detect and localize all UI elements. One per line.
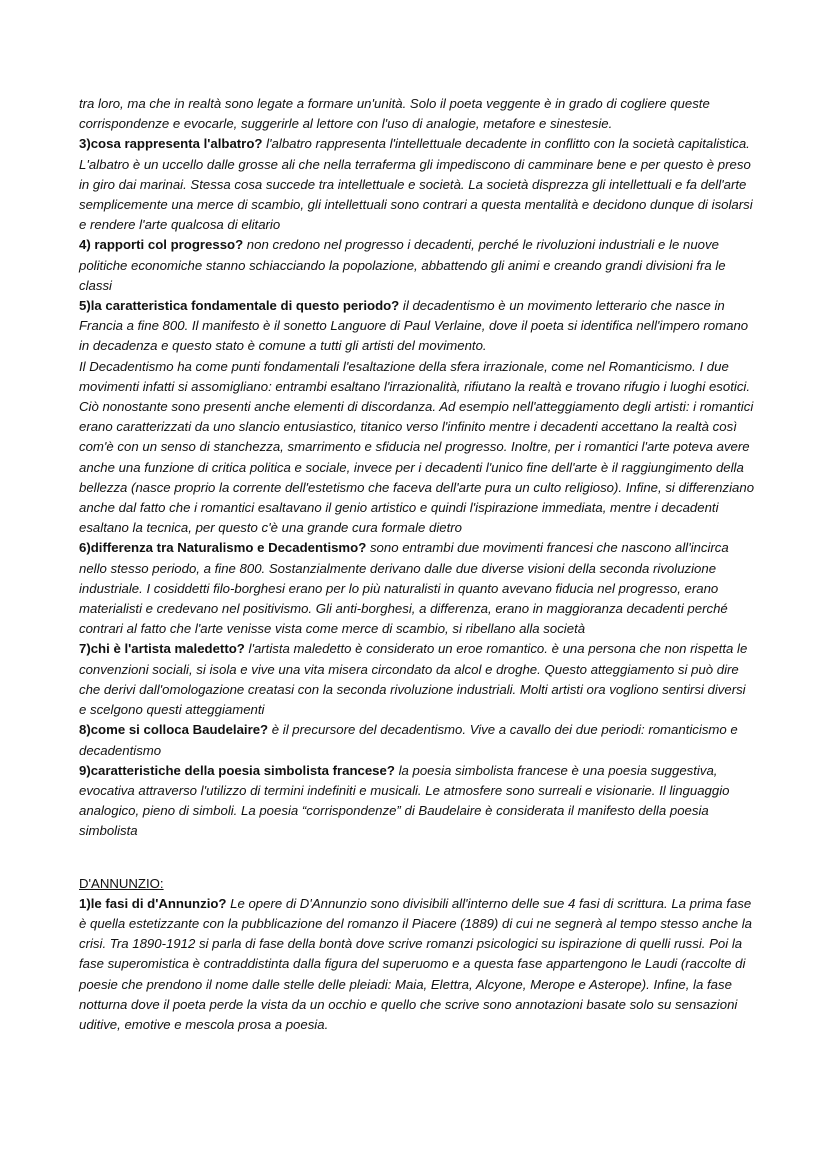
question-7-title: 7)chi è l'artista maledetto? <box>79 641 245 657</box>
question-4-answer: non credono nel progresso i decadenti, perché le rivoluzioni industriali e le nuove politiche economiche stanno schiacciando la popolazione, abbattendo gli animi e creando grandi divisioni fra le classi <box>79 237 726 293</box>
section-spacer <box>79 842 755 874</box>
question-5-answer: il decadentismo è un movimento letterario che nasce in Francia a fine 800. Il manifesto è il sonetto Languore di Paul Verlaine, dove il poeta si identifica nell'impero romano in decadenza e questo stato è comune a tutti gli artisti del movimento. <box>79 298 749 354</box>
dannunzio-question-1 <box>79 894 755 1035</box>
intro-text: tra loro, ma che in realtà sono legate a formare un'unità. Solo il poeta veggente è in grado di cogliere queste corrispondenze e evocarle, suggerirle al lettore con l'uso di analogie, metafore e sinestesie. <box>79 96 710 132</box>
question-3-answer: l'albatro rappresenta l'intellettuale decadente in conflitto con la società capitalistica. L'albatro è un uccello dalle grosse ali che nella terraferma gli impediscono di camminare bene e per questo è preso in giro dai marinai. Stessa cosa succede tra intellettuale e società. La società disprezza gli intellettuali e fa dell'arte semplicemente una merce di scambio, gli intellettuali sono contrari a questa mentalità e decidono dunque di isolarsi e rendere l'arte qualcosa di elitario <box>79 136 753 233</box>
question-5 <box>79 296 755 357</box>
intro-paragraph <box>79 94 755 134</box>
question-8 <box>79 720 755 760</box>
dannunzio-question-1-answer: Le opere di D'Annunzio sono divisibili all'interno delle sue 4 fasi di scrittura. La prima fase è quella estetizzante con la pubblicazione del romanzo il Piacere (1889) di cui ne segnerà al tempo stesso anche la crisi. Tra 1890-1912 si parla di fase della bontà dove scrive romanzi psicologici su ispirazione di quelli russi. Poi la fase superomistica è contraddistinta dalla figura del superuomo e a questa fase appartengono le Laudi (raccolte di poesie che prendono il nome dalle stelle delle pleiadi: Maia, Elettra, Alcyone, Merope e Asterope). Infine, la fase notturna dove il poeta perde la vista da un occhio e quello che scrive sono annotazioni basate solo su sensazioni uditive, emotive e mescola prosa a poesia. <box>79 895 752 1032</box>
question-6-answer: sono entrambi due movimenti francesi che nascono all'incirca nello stesso periodo, a fine 800. Sostanzialmente derivano dalle due diverse visioni della seconda rivoluzione industriale. I cosiddetti filo-borghesi erano per lo più naturalisti in quanto avevano fiducia nel progresso, erano materialisti e credevano nel positivismo. Gli anti-borghesi, a differenza, erano in maggioranza decadenti perché contrari al fatto che l'arte venisse vista come merce di scambio, si ribellano alla società <box>79 540 729 637</box>
document-page <box>79 94 755 1035</box>
question-7 <box>79 639 755 720</box>
question-6-title: 6)differenza tra Naturalismo e Decadentismo? <box>79 540 367 556</box>
dannunzio-question-1-title: 1)le fasi di d'Annunzio? <box>79 895 227 911</box>
question-5-title: 5)la caratteristica fondamentale di questo periodo? <box>79 298 400 314</box>
question-5-continued <box>79 357 755 539</box>
question-9 <box>79 761 755 842</box>
question-9-answer: la poesia simbolista francese è una poesia suggestiva, evocativa attraverso l'utilizzo di termini indefiniti e musicali. Le atmosfere sono surreali e visionarie. Il linguaggio analogico, pieno di simboli. La poesia “corrispondenze” di Baudelaire è considerata il manifesto della poesia simbolista <box>79 762 730 839</box>
question-3-title: 3)cosa rappresenta l'albatro? <box>79 136 263 152</box>
question-4 <box>79 235 755 296</box>
question-8-title: 8)come si colloca Baudelaire? <box>79 722 269 738</box>
question-4-title: 4) rapporti col progresso? <box>79 237 244 253</box>
question-8-answer: è il precursore del decadentismo. Vive a cavallo dei due periodi: romanticismo e decadentismo <box>79 722 738 758</box>
question-6 <box>79 538 755 639</box>
question-5-continued-answer: Il Decadentismo ha come punti fondamentali l'esaltazione della sfera irrazionale, come nel Romanticismo. I due movimenti infatti si assomigliano: entrambi esaltano l'irrazionalità, rifiutano la realtà e trovano rifugio i luoghi esotici. Ciò nonostante sono presenti anche elementi di discordanza. Ad esempio nell'atteggiamento degli artisti: i romantici erano caratterizzati da uno slancio entusiastico, titanico verso l'infinito mentre i decadenti accettano la realtà così com'è con un senso di stanchezza, smarrimento e sfiducia nel progresso. Inoltre, per i romantici l'arte poteva avere anche una funzione di critica politica e sociale, invece per i decadenti l'unico fine dell'arte è il raggiungimento della bellezza (nasce proprio la corrente dell'estetismo che faceva dell'arte pura un culto religioso). Infine, si differenziano anche dal fatto che i romantici esaltavano il genio artistico e quindi l'ispirazione immediata, mentre i decadenti esaltano la tecnica, per questo c'è una grande cura formale dietro <box>79 358 755 536</box>
question-3 <box>79 134 755 235</box>
question-7-answer: l'artista maledetto è considerato un eroe romantico. è una persona che non rispetta le convenzioni sociali, si isola e vive una vita misera circondato da alcol e droghe. Questo atteggiamento si può dire che derivi dall'omologazione creatasi con la seconda rivoluzione industriali. Molti artisti ora vogliono sentirsi diversi e scelgono questi atteggiamenti <box>79 641 748 718</box>
section-heading-dannunzio: D'ANNUNZIO: <box>79 875 164 891</box>
question-9-title: 9)caratteristiche della poesia simbolista francese? <box>79 762 395 778</box>
